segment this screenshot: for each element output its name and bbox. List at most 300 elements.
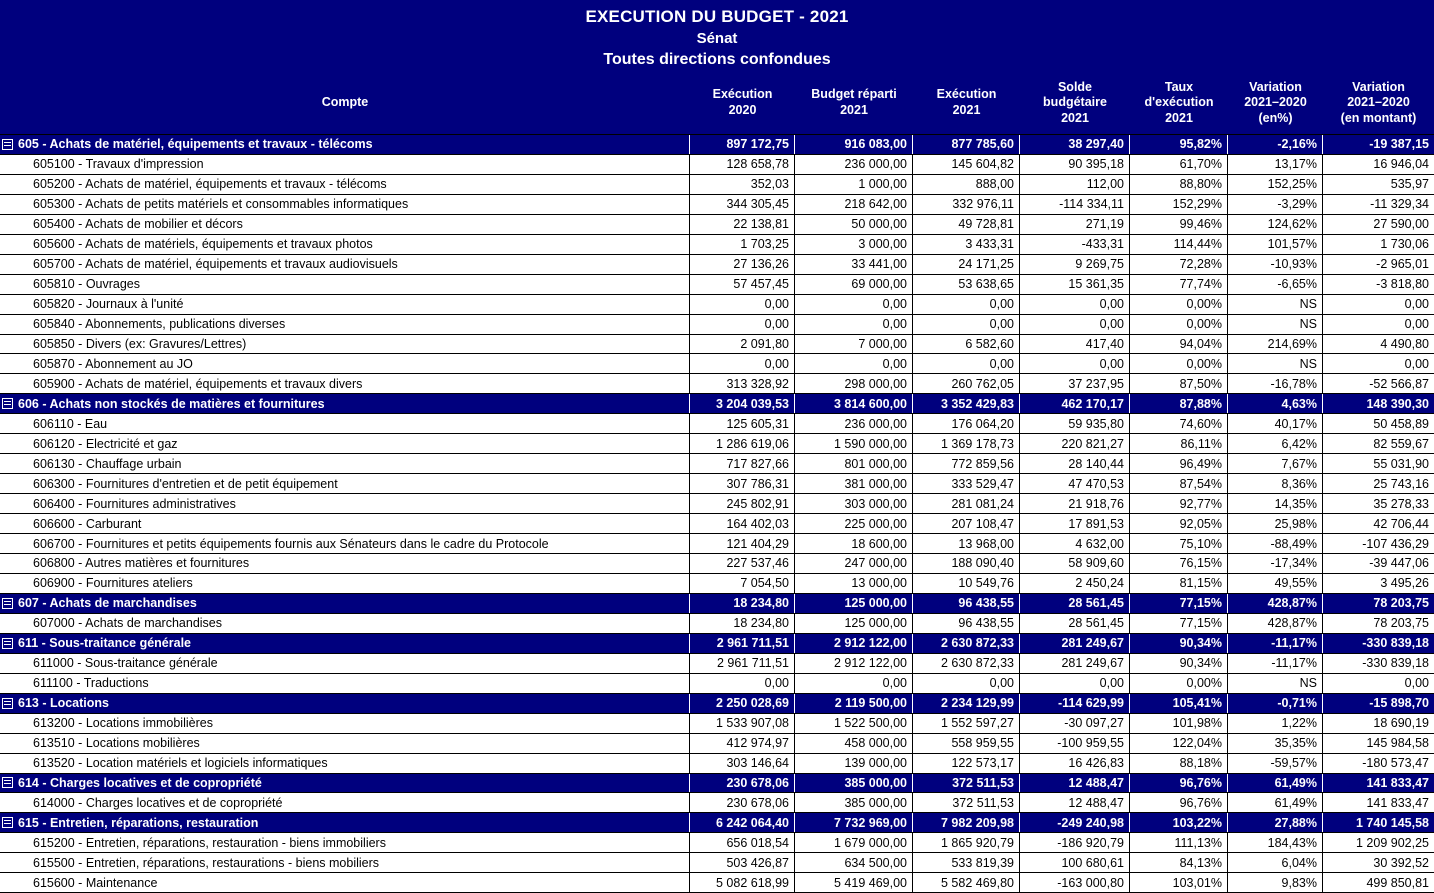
detail-row bbox=[0, 713, 1434, 733]
value-cell-execution-2020: 1 703,25 bbox=[690, 235, 795, 254]
value-cell-execution-2021: 3 352 429,83 bbox=[913, 394, 1020, 413]
value-cell-taux-execution-2021: 87,88% bbox=[1130, 394, 1228, 413]
account-label-cell bbox=[0, 295, 690, 314]
value-cell-execution-2020: 18 234,80 bbox=[690, 594, 795, 613]
detail-row bbox=[0, 453, 1434, 473]
value-cell-budget-reparti-2021: 0,00 bbox=[795, 674, 913, 693]
account-label: 614000 - Charges locatives et de copropriété bbox=[33, 795, 283, 810]
value-cell-execution-2020: 303 146,64 bbox=[690, 754, 795, 773]
value-cell-budget-reparti-2021: 634 500,00 bbox=[795, 853, 913, 872]
value-cell-taux-execution-2021: 0,00% bbox=[1130, 674, 1228, 693]
account-label: 615500 - Entretien, réparations, restaurations - biens mobiliers bbox=[33, 855, 380, 870]
collapse-outline-icon[interactable] bbox=[2, 139, 13, 150]
value-cell-execution-2021: 122 573,17 bbox=[913, 754, 1020, 773]
value-cell-budget-reparti-2021: 3 814 600,00 bbox=[795, 394, 913, 413]
collapse-outline-icon[interactable] bbox=[2, 698, 13, 709]
account-label: 615 - Entretien, réparations, restauration bbox=[18, 815, 259, 830]
collapse-outline-icon[interactable] bbox=[2, 638, 13, 649]
value-cell-variation-2021-2020-montant: 50 458,89 bbox=[1373, 416, 1429, 431]
value-cell-taux-execution-2021: 92,05% bbox=[1130, 514, 1228, 533]
value-cell-taux-execution-2021: 75,10% bbox=[1130, 534, 1228, 553]
account-label-cell bbox=[0, 175, 690, 194]
value-cell-taux-execution-2021: 86,11% bbox=[1130, 434, 1228, 453]
detail-row bbox=[0, 373, 1434, 393]
account-label-cell bbox=[0, 474, 690, 493]
value-cell-execution-2020: 2 091,80 bbox=[690, 335, 795, 354]
table-body bbox=[0, 134, 1434, 893]
value-cell-budget-reparti-2021: 3 000,00 bbox=[795, 235, 913, 254]
value-cell-variation-2021-2020-montant: -330 839,18 bbox=[1362, 656, 1429, 671]
group-row bbox=[0, 633, 1434, 653]
value-cell-variation-2021-2020-pct: -16,78% bbox=[1228, 374, 1323, 393]
value-cell-execution-2021: 5 582 469,80 bbox=[913, 873, 1020, 892]
value-cell-variation-2021-2020-montant: -11 329,34 bbox=[1370, 197, 1429, 212]
value-cell-execution-2020: 503 426,87 bbox=[690, 853, 795, 872]
detail-row bbox=[0, 493, 1434, 513]
value-cell-execution-2020: 0,00 bbox=[690, 295, 795, 314]
value-cell-solde-budgetaire-2021: 100 680,61 bbox=[1020, 853, 1130, 872]
value-cell-budget-reparti-2021: 50 000,00 bbox=[795, 215, 913, 234]
value-cell-execution-2020: 352,03 bbox=[690, 175, 795, 194]
value-cell-solde-budgetaire-2021: 2 450,24 bbox=[1020, 574, 1130, 593]
value-cell-budget-reparti-2021: 13 000,00 bbox=[795, 574, 913, 593]
account-label-cell bbox=[0, 155, 690, 174]
account-label: 605 - Achats de matériel, équipements et travaux - télécoms bbox=[18, 137, 373, 152]
value-cell-variation-2021-2020-pct: NS bbox=[1228, 315, 1323, 334]
value-cell-execution-2020: 412 974,97 bbox=[690, 734, 795, 753]
value-cell-variation-2021-2020-montant: -15 898,70 bbox=[1369, 696, 1429, 711]
value-cell-execution-2021: 49 728,81 bbox=[913, 215, 1020, 234]
value-cell-budget-reparti-2021: 381 000,00 bbox=[795, 474, 913, 493]
value-cell-solde-budgetaire-2021: -249 240,98 bbox=[1020, 813, 1130, 832]
value-cell-taux-execution-2021: 77,74% bbox=[1130, 275, 1228, 294]
value-cell-execution-2021: 96 438,55 bbox=[913, 614, 1020, 633]
value-cell-budget-reparti-2021: 385 000,00 bbox=[795, 793, 913, 812]
account-label: 611000 - Sous-traitance générale bbox=[33, 656, 218, 671]
value-cell-variation-2021-2020-montant: -180 573,47 bbox=[1362, 756, 1429, 771]
value-cell-solde-budgetaire-2021: 28 561,45 bbox=[1020, 594, 1130, 613]
value-cell-variation-2021-2020-pct: 35,35% bbox=[1228, 734, 1323, 753]
value-cell-taux-execution-2021: 122,04% bbox=[1130, 734, 1228, 753]
value-cell-taux-execution-2021: 61,70% bbox=[1130, 155, 1228, 174]
value-cell-budget-reparti-2021: 916 083,00 bbox=[795, 135, 913, 154]
account-label: 606130 - Chauffage urbain bbox=[33, 456, 182, 471]
group-row bbox=[0, 593, 1434, 613]
value-cell-solde-budgetaire-2021: 12 488,47 bbox=[1020, 774, 1130, 793]
account-label: 613510 - Locations mobilières bbox=[33, 736, 200, 751]
value-cell-execution-2020: 717 827,66 bbox=[690, 454, 795, 473]
account-label: 606600 - Carburant bbox=[33, 516, 142, 531]
value-cell-execution-2020: 6 242 064,40 bbox=[690, 813, 795, 832]
value-cell-solde-budgetaire-2021: 0,00 bbox=[1020, 315, 1130, 334]
value-cell-execution-2020: 22 138,81 bbox=[690, 215, 795, 234]
account-label-cell bbox=[0, 853, 690, 872]
value-cell-variation-2021-2020-montant: 30 392,52 bbox=[1373, 855, 1429, 870]
detail-row bbox=[0, 154, 1434, 174]
account-label-cell bbox=[0, 574, 690, 593]
value-cell-budget-reparti-2021: 18 600,00 bbox=[795, 534, 913, 553]
value-cell-taux-execution-2021: 84,13% bbox=[1130, 853, 1228, 872]
value-cell-taux-execution-2021: 88,18% bbox=[1130, 754, 1228, 773]
account-label-cell bbox=[0, 674, 690, 693]
account-label: 605400 - Achats de mobilier et décors bbox=[33, 217, 243, 232]
collapse-outline-icon[interactable] bbox=[2, 817, 13, 828]
value-cell-solde-budgetaire-2021: 17 891,53 bbox=[1020, 514, 1130, 533]
value-cell-taux-execution-2021: 81,15% bbox=[1130, 574, 1228, 593]
value-cell-variation-2021-2020-montant: -3 818,80 bbox=[1376, 277, 1429, 292]
detail-row bbox=[0, 653, 1434, 673]
value-cell-execution-2021: 1 552 597,27 bbox=[913, 714, 1020, 733]
column-header-taux-execution-2021: Taux d'exécution 2021 bbox=[1144, 79, 1214, 125]
value-cell-execution-2020: 1 286 619,06 bbox=[690, 434, 795, 453]
value-cell-solde-budgetaire-2021: 59 935,80 bbox=[1020, 414, 1130, 433]
value-cell-solde-budgetaire-2021: 0,00 bbox=[1020, 295, 1130, 314]
value-cell-variation-2021-2020-pct: 7,67% bbox=[1228, 454, 1323, 473]
value-cell-budget-reparti-2021: 125 000,00 bbox=[795, 614, 913, 633]
group-row bbox=[0, 773, 1434, 793]
detail-row bbox=[0, 513, 1434, 533]
account-label-cell bbox=[0, 255, 690, 274]
value-cell-variation-2021-2020-pct: 1,22% bbox=[1228, 714, 1323, 733]
value-cell-budget-reparti-2021: 225 000,00 bbox=[795, 514, 913, 533]
value-cell-budget-reparti-2021: 139 000,00 bbox=[795, 754, 913, 773]
value-cell-variation-2021-2020-pct: 152,25% bbox=[1228, 175, 1323, 194]
account-label: 605200 - Achats de matériel, équipements et travaux - télécoms bbox=[33, 177, 387, 192]
value-cell-execution-2020: 307 786,31 bbox=[690, 474, 795, 493]
value-cell-variation-2021-2020-pct: -6,65% bbox=[1228, 275, 1323, 294]
account-label-cell bbox=[0, 235, 690, 254]
value-cell-execution-2021: 10 549,76 bbox=[913, 574, 1020, 593]
value-cell-solde-budgetaire-2021: -163 000,80 bbox=[1020, 873, 1130, 892]
value-cell-execution-2021: 96 438,55 bbox=[913, 594, 1020, 613]
value-cell-solde-budgetaire-2021: 462 170,17 bbox=[1020, 394, 1130, 413]
account-label: 605870 - Abonnement au JO bbox=[33, 356, 193, 371]
value-cell-execution-2020: 656 018,54 bbox=[690, 833, 795, 852]
value-cell-variation-2021-2020-pct: 101,57% bbox=[1228, 235, 1323, 254]
account-label: 606700 - Fournitures et petits équipements fournis aux Sénateurs dans le cadre du Protocole bbox=[33, 536, 549, 551]
account-label: 606120 - Electricité et gaz bbox=[33, 436, 178, 451]
report-title: EXECUTION DU BUDGET - 2021 bbox=[585, 7, 849, 26]
value-cell-variation-2021-2020-montant: 0,00 bbox=[1404, 676, 1429, 691]
account-label-cell bbox=[0, 833, 690, 852]
account-label-cell bbox=[0, 335, 690, 354]
account-label-cell bbox=[0, 554, 690, 573]
value-cell-solde-budgetaire-2021: 15 361,35 bbox=[1020, 275, 1130, 294]
value-cell-execution-2021: 281 081,24 bbox=[913, 494, 1020, 513]
account-label: 613 - Locations bbox=[18, 696, 109, 711]
value-cell-variation-2021-2020-pct: 6,42% bbox=[1228, 434, 1323, 453]
value-cell-variation-2021-2020-pct: 428,87% bbox=[1228, 594, 1323, 613]
value-cell-execution-2021: 533 819,39 bbox=[913, 853, 1020, 872]
value-cell-budget-reparti-2021: 1 522 500,00 bbox=[795, 714, 913, 733]
value-cell-execution-2021: 24 171,25 bbox=[913, 255, 1020, 274]
account-label-cell bbox=[0, 315, 690, 334]
collapse-outline-icon[interactable] bbox=[2, 398, 13, 409]
value-cell-execution-2020: 897 172,75 bbox=[690, 135, 795, 154]
value-cell-execution-2020: 1 533 907,08 bbox=[690, 714, 795, 733]
value-cell-budget-reparti-2021: 7 000,00 bbox=[795, 335, 913, 354]
account-label-cell bbox=[0, 793, 690, 812]
value-cell-budget-reparti-2021: 69 000,00 bbox=[795, 275, 913, 294]
value-cell-variation-2021-2020-montant: 16 946,04 bbox=[1373, 157, 1429, 172]
value-cell-execution-2021: 333 529,47 bbox=[913, 474, 1020, 493]
account-label: 605840 - Abonnements, publications diverses bbox=[33, 317, 286, 332]
value-cell-execution-2021: 877 785,60 bbox=[913, 135, 1020, 154]
value-cell-solde-budgetaire-2021: 38 297,40 bbox=[1020, 135, 1130, 154]
value-cell-solde-budgetaire-2021: 9 269,75 bbox=[1020, 255, 1130, 274]
value-cell-execution-2021: 772 859,56 bbox=[913, 454, 1020, 473]
value-cell-variation-2021-2020-pct: NS bbox=[1228, 354, 1323, 373]
value-cell-variation-2021-2020-pct: 27,88% bbox=[1228, 813, 1323, 832]
detail-row bbox=[0, 234, 1434, 254]
detail-row bbox=[0, 673, 1434, 693]
value-cell-execution-2020: 2 961 711,51 bbox=[690, 654, 795, 673]
value-cell-solde-budgetaire-2021: 28 561,45 bbox=[1020, 614, 1130, 633]
account-label: 611100 - Traductions bbox=[33, 676, 149, 691]
detail-row bbox=[0, 353, 1434, 373]
value-cell-budget-reparti-2021: 5 419 469,00 bbox=[795, 873, 913, 892]
value-cell-budget-reparti-2021: 298 000,00 bbox=[795, 374, 913, 393]
value-cell-execution-2020: 230 678,06 bbox=[690, 774, 795, 793]
detail-row bbox=[0, 832, 1434, 852]
value-cell-budget-reparti-2021: 247 000,00 bbox=[795, 554, 913, 573]
value-cell-variation-2021-2020-pct: -3,29% bbox=[1228, 195, 1323, 214]
value-cell-taux-execution-2021: 87,54% bbox=[1130, 474, 1228, 493]
value-cell-variation-2021-2020-montant: 148 390,30 bbox=[1366, 396, 1429, 411]
value-cell-solde-budgetaire-2021: 271,19 bbox=[1020, 215, 1130, 234]
value-cell-solde-budgetaire-2021: 47 470,53 bbox=[1020, 474, 1130, 493]
value-cell-solde-budgetaire-2021: 90 395,18 bbox=[1020, 155, 1130, 174]
value-cell-solde-budgetaire-2021: 12 488,47 bbox=[1020, 793, 1130, 812]
value-cell-taux-execution-2021: 99,46% bbox=[1130, 215, 1228, 234]
value-cell-execution-2020: 7 054,50 bbox=[690, 574, 795, 593]
group-row bbox=[0, 134, 1434, 154]
value-cell-taux-execution-2021: 103,01% bbox=[1130, 873, 1228, 892]
value-cell-variation-2021-2020-pct: -0,71% bbox=[1228, 694, 1323, 713]
value-cell-variation-2021-2020-montant: 141 833,47 bbox=[1366, 775, 1429, 790]
value-cell-taux-execution-2021: 72,28% bbox=[1130, 255, 1228, 274]
value-cell-variation-2021-2020-montant: -52 566,87 bbox=[1369, 376, 1429, 391]
value-cell-variation-2021-2020-montant: 3 495,26 bbox=[1380, 576, 1429, 591]
value-cell-variation-2021-2020-montant: -107 436,29 bbox=[1362, 536, 1429, 551]
column-header-execution-2021: Exécution 2021 bbox=[936, 87, 997, 117]
value-cell-solde-budgetaire-2021: 281 249,67 bbox=[1020, 654, 1130, 673]
column-header-execution-2020: Exécution 2020 bbox=[712, 87, 773, 117]
value-cell-variation-2021-2020-montant: 42 706,44 bbox=[1373, 516, 1429, 531]
value-cell-execution-2021: 2 630 872,33 bbox=[913, 634, 1020, 653]
account-label-cell bbox=[0, 434, 690, 453]
column-header-budget-reparti-2021: Budget réparti 2021 bbox=[811, 87, 897, 117]
value-cell-variation-2021-2020-pct: -59,57% bbox=[1228, 754, 1323, 773]
value-cell-variation-2021-2020-montant: 27 590,00 bbox=[1373, 217, 1429, 232]
value-cell-variation-2021-2020-pct: 214,69% bbox=[1228, 335, 1323, 354]
value-cell-variation-2021-2020-montant: 0,00 bbox=[1404, 317, 1429, 332]
account-label-cell bbox=[0, 754, 690, 773]
account-label: 606400 - Fournitures administratives bbox=[33, 496, 236, 511]
value-cell-execution-2020: 125 605,31 bbox=[690, 414, 795, 433]
value-cell-budget-reparti-2021: 2 119 500,00 bbox=[795, 694, 913, 713]
account-label-cell bbox=[0, 195, 690, 214]
account-label-cell bbox=[0, 734, 690, 753]
account-label-cell bbox=[0, 774, 690, 793]
value-cell-execution-2021: 0,00 bbox=[913, 315, 1020, 334]
value-cell-solde-budgetaire-2021: -114 629,99 bbox=[1020, 694, 1130, 713]
column-header-variation-2021-2020-montant: Variation 2021–2020 (en montant) bbox=[1340, 79, 1417, 125]
value-cell-budget-reparti-2021: 801 000,00 bbox=[795, 454, 913, 473]
value-cell-budget-reparti-2021: 0,00 bbox=[795, 315, 913, 334]
value-cell-execution-2020: 344 305,45 bbox=[690, 195, 795, 214]
detail-row bbox=[0, 314, 1434, 334]
value-cell-execution-2020: 3 204 039,53 bbox=[690, 394, 795, 413]
value-cell-taux-execution-2021: 77,15% bbox=[1130, 614, 1228, 633]
column-header-variation-2021-2020-pct: Variation 2021–2020 (en%) bbox=[1244, 79, 1307, 125]
value-cell-variation-2021-2020-montant: 1 730,06 bbox=[1380, 237, 1429, 252]
value-cell-variation-2021-2020-pct: 61,49% bbox=[1228, 793, 1323, 812]
value-cell-variation-2021-2020-montant: 499 850,81 bbox=[1366, 875, 1429, 890]
value-cell-taux-execution-2021: 88,80% bbox=[1130, 175, 1228, 194]
value-cell-taux-execution-2021: 111,13% bbox=[1130, 833, 1228, 852]
value-cell-variation-2021-2020-pct: -11,17% bbox=[1228, 654, 1323, 673]
account-label-cell bbox=[0, 594, 690, 613]
value-cell-taux-execution-2021: 0,00% bbox=[1130, 315, 1228, 334]
detail-row bbox=[0, 214, 1434, 234]
detail-row bbox=[0, 852, 1434, 872]
value-cell-variation-2021-2020-montant: 18 690,19 bbox=[1373, 716, 1429, 731]
value-cell-variation-2021-2020-pct: 9,83% bbox=[1228, 873, 1323, 892]
value-cell-variation-2021-2020-pct: 184,43% bbox=[1228, 833, 1323, 852]
value-cell-execution-2020: 27 136,26 bbox=[690, 255, 795, 274]
value-cell-solde-budgetaire-2021: 417,40 bbox=[1020, 335, 1130, 354]
value-cell-execution-2021: 0,00 bbox=[913, 674, 1020, 693]
value-cell-variation-2021-2020-montant: -39 447,06 bbox=[1369, 556, 1429, 571]
detail-row bbox=[0, 573, 1434, 593]
account-label-cell bbox=[0, 694, 690, 713]
value-cell-execution-2021: 888,00 bbox=[913, 175, 1020, 194]
value-cell-execution-2020: 0,00 bbox=[690, 315, 795, 334]
value-cell-budget-reparti-2021: 1 000,00 bbox=[795, 175, 913, 194]
value-cell-taux-execution-2021: 96,49% bbox=[1130, 454, 1228, 473]
value-cell-variation-2021-2020-pct: NS bbox=[1228, 295, 1323, 314]
account-label: 605300 - Achats de petits matériels et consommables informatiques bbox=[33, 197, 409, 212]
account-label: 606300 - Fournitures d'entretien et de petit équipement bbox=[33, 476, 338, 491]
detail-row bbox=[0, 413, 1434, 433]
report-scope: Toutes directions confondues bbox=[603, 51, 831, 68]
account-label: 605820 - Journaux à l'unité bbox=[33, 297, 184, 312]
value-cell-execution-2021: 0,00 bbox=[913, 295, 1020, 314]
value-cell-solde-budgetaire-2021: 281 249,67 bbox=[1020, 634, 1130, 653]
value-cell-execution-2021: 1 369 178,73 bbox=[913, 434, 1020, 453]
column-header-row bbox=[0, 72, 1434, 134]
account-label: 607000 - Achats de marchandises bbox=[33, 616, 223, 631]
value-cell-budget-reparti-2021: 0,00 bbox=[795, 354, 913, 373]
value-cell-taux-execution-2021: 105,41% bbox=[1130, 694, 1228, 713]
value-cell-solde-budgetaire-2021: 16 426,83 bbox=[1020, 754, 1130, 773]
value-cell-solde-budgetaire-2021: 37 237,95 bbox=[1020, 374, 1130, 393]
value-cell-taux-execution-2021: 76,15% bbox=[1130, 554, 1228, 573]
value-cell-execution-2020: 164 402,03 bbox=[690, 514, 795, 533]
value-cell-budget-reparti-2021: 303 000,00 bbox=[795, 494, 913, 513]
account-label: 606110 - Eau bbox=[33, 416, 108, 431]
value-cell-execution-2021: 6 582,60 bbox=[913, 335, 1020, 354]
group-row bbox=[0, 812, 1434, 832]
account-label-cell bbox=[0, 534, 690, 553]
value-cell-variation-2021-2020-pct: -11,17% bbox=[1228, 634, 1323, 653]
collapse-outline-icon[interactable] bbox=[2, 777, 13, 788]
value-cell-budget-reparti-2021: 0,00 bbox=[795, 295, 913, 314]
account-label-cell bbox=[0, 374, 690, 393]
detail-row bbox=[0, 533, 1434, 553]
value-cell-budget-reparti-2021: 125 000,00 bbox=[795, 594, 913, 613]
value-cell-solde-budgetaire-2021: -433,31 bbox=[1020, 235, 1130, 254]
group-row bbox=[0, 693, 1434, 713]
value-cell-variation-2021-2020-pct: 49,55% bbox=[1228, 574, 1323, 593]
detail-row bbox=[0, 473, 1434, 493]
value-cell-variation-2021-2020-montant: 78 203,75 bbox=[1373, 616, 1429, 631]
value-cell-solde-budgetaire-2021: -186 920,79 bbox=[1020, 833, 1130, 852]
account-label: 605700 - Achats de matériel, équipements et travaux audiovisuels bbox=[33, 257, 398, 272]
value-cell-execution-2020: 313 328,92 bbox=[690, 374, 795, 393]
value-cell-execution-2021: 145 604,82 bbox=[913, 155, 1020, 174]
value-cell-execution-2020: 5 082 618,99 bbox=[690, 873, 795, 892]
value-cell-budget-reparti-2021: 218 642,00 bbox=[795, 195, 913, 214]
value-cell-solde-budgetaire-2021: -114 334,11 bbox=[1020, 195, 1130, 214]
value-cell-taux-execution-2021: 90,34% bbox=[1130, 654, 1228, 673]
value-cell-variation-2021-2020-montant: -2 965,01 bbox=[1376, 257, 1429, 272]
group-row bbox=[0, 393, 1434, 413]
detail-row bbox=[0, 553, 1434, 573]
account-label-cell bbox=[0, 714, 690, 733]
detail-row bbox=[0, 294, 1434, 314]
value-cell-variation-2021-2020-pct: NS bbox=[1228, 674, 1323, 693]
report-subtitle: Sénat bbox=[696, 30, 738, 47]
collapse-outline-icon[interactable] bbox=[2, 598, 13, 609]
value-cell-variation-2021-2020-pct: 13,17% bbox=[1228, 155, 1323, 174]
account-label: 607 - Achats de marchandises bbox=[18, 596, 197, 611]
value-cell-variation-2021-2020-pct: 8,36% bbox=[1228, 474, 1323, 493]
account-label-cell bbox=[0, 354, 690, 373]
value-cell-taux-execution-2021: 90,34% bbox=[1130, 634, 1228, 653]
account-label: 605810 - Ouvrages bbox=[33, 277, 141, 292]
value-cell-taux-execution-2021: 96,76% bbox=[1130, 793, 1228, 812]
account-label-cell bbox=[0, 873, 690, 892]
value-cell-solde-budgetaire-2021: 58 909,60 bbox=[1020, 554, 1130, 573]
value-cell-variation-2021-2020-montant: 0,00 bbox=[1404, 297, 1429, 312]
value-cell-execution-2021: 13 968,00 bbox=[913, 534, 1020, 553]
value-cell-solde-budgetaire-2021: 0,00 bbox=[1020, 674, 1130, 693]
value-cell-execution-2021: 0,00 bbox=[913, 354, 1020, 373]
value-cell-execution-2021: 176 064,20 bbox=[913, 414, 1020, 433]
value-cell-taux-execution-2021: 114,44% bbox=[1130, 235, 1228, 254]
value-cell-variation-2021-2020-pct: 428,87% bbox=[1228, 614, 1323, 633]
account-label: 613200 - Locations immobilières bbox=[33, 716, 213, 731]
value-cell-execution-2021: 2 234 129,99 bbox=[913, 694, 1020, 713]
value-cell-budget-reparti-2021: 7 732 969,00 bbox=[795, 813, 913, 832]
value-cell-variation-2021-2020-montant: 0,00 bbox=[1404, 356, 1429, 371]
report-header bbox=[0, 0, 1434, 72]
value-cell-execution-2020: 0,00 bbox=[690, 354, 795, 373]
value-cell-execution-2021: 3 433,31 bbox=[913, 235, 1020, 254]
value-cell-variation-2021-2020-pct: 14,35% bbox=[1228, 494, 1323, 513]
value-cell-execution-2021: 260 762,05 bbox=[913, 374, 1020, 393]
value-cell-budget-reparti-2021: 1 679 000,00 bbox=[795, 833, 913, 852]
value-cell-variation-2021-2020-montant: 535,97 bbox=[1390, 177, 1429, 192]
value-cell-execution-2020: 121 404,29 bbox=[690, 534, 795, 553]
detail-row bbox=[0, 174, 1434, 194]
account-label: 615200 - Entretien, réparations, restauration - biens immobiliers bbox=[33, 835, 386, 850]
value-cell-taux-execution-2021: 95,82% bbox=[1130, 135, 1228, 154]
account-label: 606900 - Fournitures ateliers bbox=[33, 576, 193, 591]
value-cell-execution-2020: 0,00 bbox=[690, 674, 795, 693]
